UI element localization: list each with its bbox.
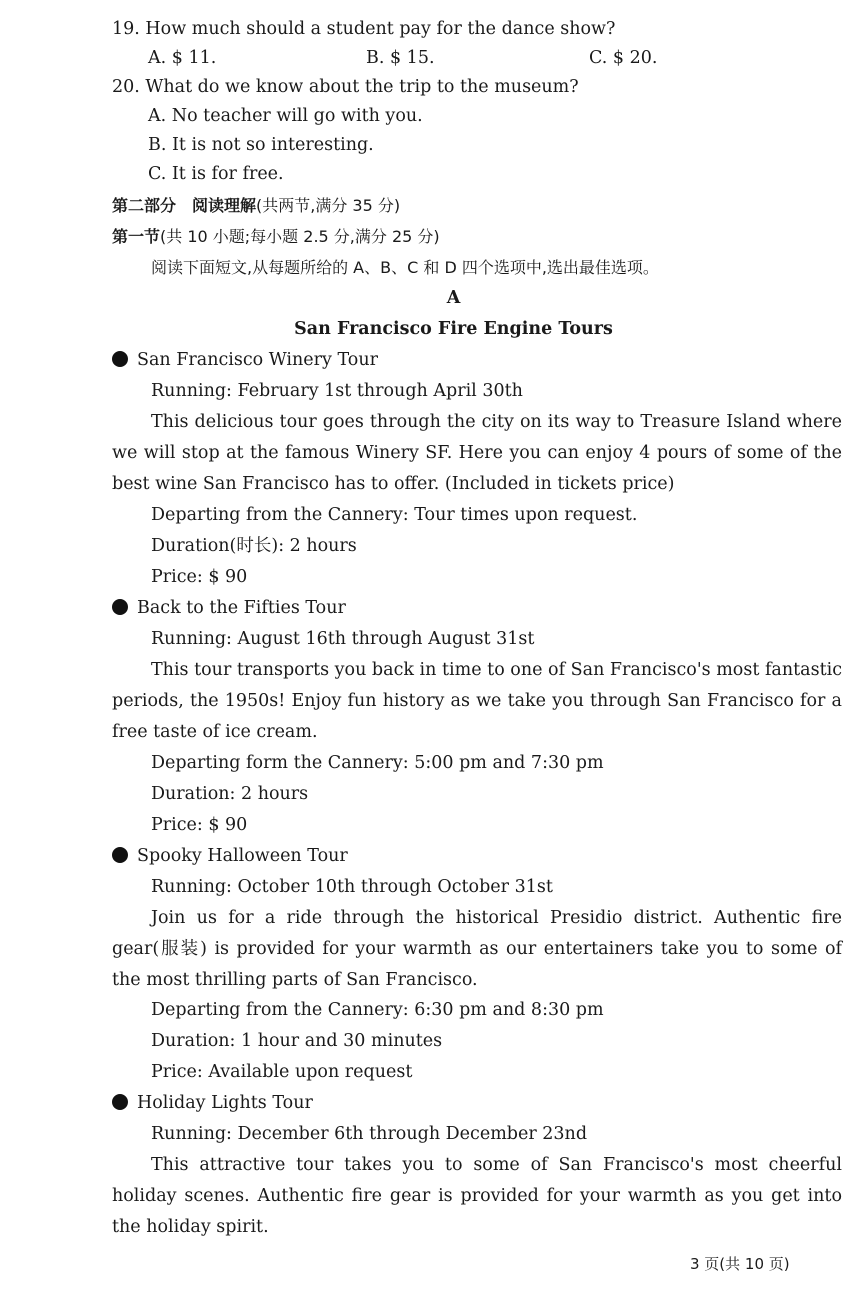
page-number: 3 页(共 10 页): [690, 1255, 790, 1273]
question-20-option-a: A. No teacher will go with you.: [148, 106, 423, 126]
section-1-heading: [112, 221, 842, 253]
section-1-note: (共 10 小题;每小题 2.5 分,满分 25 分): [160, 227, 440, 246]
bullet-icon: [112, 351, 128, 367]
tour-price: Price: $ 90: [151, 567, 248, 587]
bullet-icon: [112, 599, 128, 615]
tour-name: Holiday Lights Tour: [137, 1093, 313, 1113]
tour-running: Running: August 16th through August 31st: [151, 629, 535, 649]
tour-heading: [112, 1088, 842, 1119]
tour-name: Spooky Halloween Tour: [137, 846, 348, 866]
bullet-icon: [112, 1094, 128, 1110]
tour-description: This attractive tour takes you to some of San Francisco's most cheerful holiday scenes. Authentic fire gear is provided for your warmth as you get into the holiday spirit.: [112, 1155, 842, 1237]
tour-departing: Departing from the Cannery: 6:30 pm and 8:30 pm: [151, 1000, 604, 1020]
tour-duration: Duration: 1 hour and 30 minutes: [151, 1031, 443, 1051]
question-20-option-c: C. It is for free.: [148, 164, 284, 184]
tour-running: Running: February 1st through April 30th: [151, 381, 523, 401]
tour-departing: Departing from the Cannery: Tour times upon request.: [151, 505, 638, 525]
part-2-heading: [112, 190, 842, 222]
tour-duration: Duration: 2 hours: [151, 784, 309, 804]
section-1-title: 第一节: [112, 227, 161, 246]
tour-price: Price: $ 90: [151, 815, 248, 835]
question-19-option-b: B. $ 15.: [366, 48, 435, 68]
question-19-option-c: C. $ 20.: [589, 48, 658, 68]
part-2-title: 第二部分 阅读理解: [112, 196, 257, 215]
tour-heading: [112, 593, 842, 624]
tour-running: Running: October 10th through October 31st: [151, 877, 553, 897]
question-20-option-b: B. It is not so interesting.: [148, 135, 374, 155]
tour-description: Join us for a ride through the historical Presidio district. Authentic fire gear(服装) is provided for your warmth as our entertainers take you to some of the most thrilling parts of San Francisco.: [112, 908, 842, 990]
tour-heading: [112, 841, 842, 872]
tour-price: Price: Available upon request: [151, 1062, 413, 1082]
tour-duration: Duration(时长): 2 hours: [151, 536, 357, 556]
reading-instruction: 阅读下面短文,从每题所给的 A、B、C 和 D 四个选项中,选出最佳选项。: [151, 258, 659, 277]
part-2-note: (共两节,满分 35 分): [256, 196, 401, 215]
tour-running: Running: December 6th through December 23nd: [151, 1124, 588, 1144]
tour-name: San Francisco Winery Tour: [137, 350, 378, 370]
tour-name: Back to the Fifties Tour: [137, 598, 346, 618]
passage-title: San Francisco Fire Engine Tours: [294, 319, 613, 339]
passage-label: A: [446, 288, 461, 308]
question-19-option-a: A. $ 11.: [148, 48, 217, 68]
tour-heading: [112, 345, 842, 376]
bullet-icon: [112, 847, 128, 863]
tour-description: This delicious tour goes through the city on its way to Treasure Island where we will stop at the famous Winery SF. Here you can enjoy 4 pours of some of the best wine San Francisco has to offer. (Included in tickets price): [112, 412, 842, 494]
tour-description: This tour transports you back in time to one of San Francisco's most fantastic periods, the 1950s! Enjoy fun history as we take you through San Francisco for a free taste of ice cream.: [112, 660, 842, 742]
question-19-stem: 19. How much should a student pay for the dance show?: [112, 19, 616, 39]
tour-departing: Departing form the Cannery: 5:00 pm and 7:30 pm: [151, 753, 604, 773]
question-20-stem: 20. What do we know about the trip to the museum?: [112, 77, 579, 97]
